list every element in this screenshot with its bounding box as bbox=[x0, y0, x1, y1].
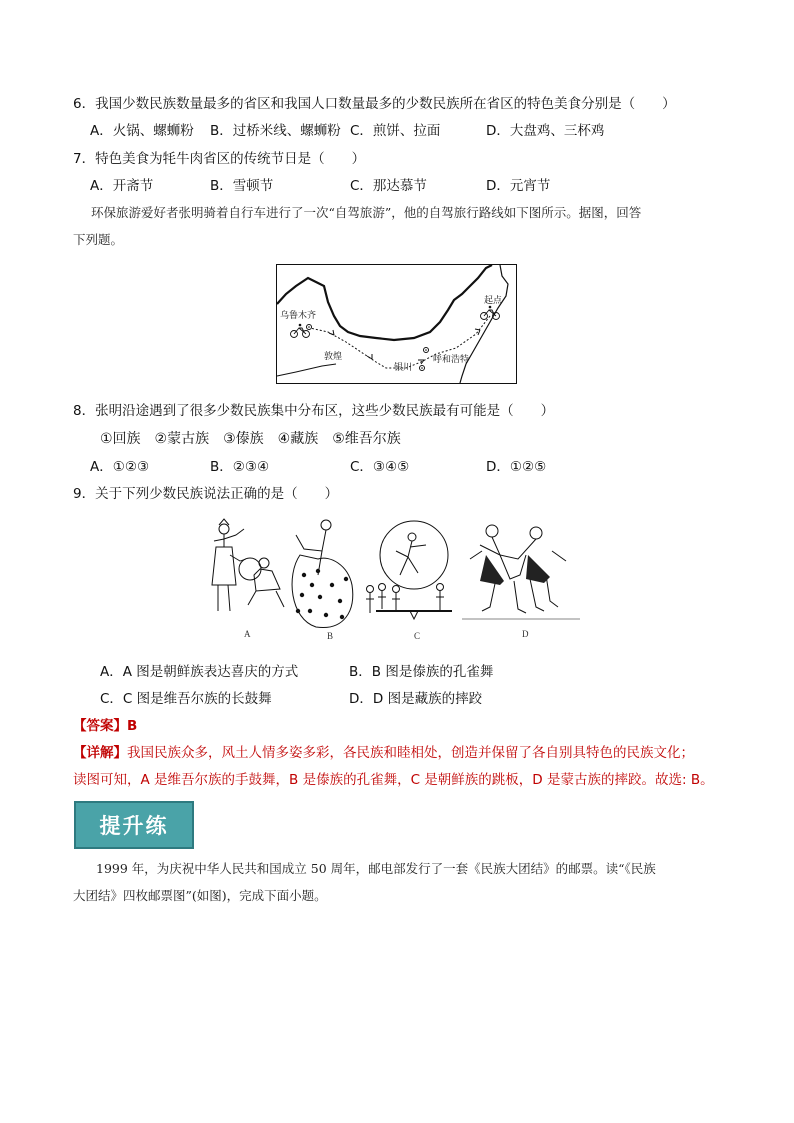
figure-label-d: D bbox=[522, 629, 529, 639]
q8-stem: 8．张明沿途遇到了很多少数民族集中分布区，这些少数民族最有可能是（ ） bbox=[73, 403, 555, 419]
explanation-line2: 读图可知，A 是维吾尔族的手鼓舞，B 是傣族的孔雀舞，C 是朝鲜族的跳板，D 是蒙古族的摔跤。故选: B。 bbox=[73, 772, 714, 788]
label-urumqi: 乌鲁木齐 bbox=[280, 311, 317, 321]
passage2-line1: 1999 年，为庆祝中华人民共和国成立 50 周年，邮电部发行了一套《民族大团结》的邮票。读“《民族 bbox=[96, 861, 656, 876]
q7-option-b[interactable]: B．雪顿节 bbox=[210, 178, 274, 194]
ethnic-dance-figures bbox=[200, 515, 590, 645]
q6-option-d[interactable]: D．大盘鸡、三杯鸡 bbox=[486, 123, 605, 139]
q7-option-c[interactable]: C．那达慕节 bbox=[350, 178, 427, 194]
q6-option-b[interactable]: B．过桥米线、螺蛳粉 bbox=[210, 123, 341, 139]
passage1-line1: 环保旅游爱好者张明骑着自行车进行了一次“自驾旅游”，他的自驾旅行路线如下图所示。据图，回答 bbox=[91, 205, 642, 220]
label-hohhot: 呼和浩特 bbox=[433, 355, 470, 365]
q7-option-a[interactable]: A．开斋节 bbox=[90, 178, 154, 194]
answer-label: 【答案】 bbox=[73, 718, 127, 734]
q8-option-c[interactable]: C．③④⑤ bbox=[350, 459, 410, 475]
figure-label-c: C bbox=[414, 631, 421, 641]
figure-a-hand-drum-dance bbox=[212, 519, 284, 611]
section-title: 提升练 bbox=[99, 814, 169, 838]
explanation-line1: 我国民族众多，风土人情多姿多彩，各民族和睦相处，创造并保留了各自别具特色的民族文化； bbox=[127, 745, 694, 761]
q6-option-a[interactable]: A．火锅、螺蛳粉 bbox=[90, 123, 194, 139]
q9-option-b[interactable]: B．B 图是傣族的孔雀舞 bbox=[349, 664, 494, 680]
q7-stem: 7．特色美食为牦牛肉省区的传统节日是（ ） bbox=[73, 151, 366, 167]
q8-option-b[interactable]: B．②③④ bbox=[210, 459, 270, 475]
q8-option-d[interactable]: D．①②⑤ bbox=[486, 459, 547, 475]
q8-option-a[interactable]: A．①②③ bbox=[90, 459, 150, 475]
passage1-line2: 下列题。 bbox=[73, 232, 124, 247]
explanation-label: 【详解】 bbox=[73, 745, 127, 761]
q9-option-c[interactable]: C．C 图是维吾尔族的长鼓舞 bbox=[100, 691, 272, 707]
q8-items: ①回族 ②蒙古族 ③傣族 ④藏族 ⑤维吾尔族 bbox=[100, 431, 401, 447]
figure-label-a: A bbox=[244, 629, 251, 639]
explanation-row bbox=[73, 744, 694, 762]
q6-option-c[interactable]: C．煎饼、拉面 bbox=[350, 123, 441, 139]
label-yinchuan: 银川 bbox=[394, 363, 413, 373]
section-header bbox=[74, 801, 194, 849]
figure-b-peacock-dance bbox=[292, 520, 353, 628]
answer-row bbox=[73, 717, 137, 735]
figure-c-seesaw-jump bbox=[366, 521, 452, 619]
figure-d-wrestling bbox=[462, 525, 580, 619]
answer-value: B bbox=[127, 718, 138, 734]
passage2-line2: 大团结》四枚邮票图”(如图)，完成下面小题。 bbox=[73, 888, 327, 903]
q9-option-a[interactable]: A．A 图是朝鲜族表达喜庆的方式 bbox=[100, 664, 299, 680]
label-start: 起点 bbox=[484, 296, 503, 306]
q9-stem: 9．关于下列少数民族说法正确的是（ ） bbox=[73, 486, 339, 502]
q9-option-d[interactable]: D．D 图是藏族的摔跤 bbox=[349, 691, 483, 707]
q6-stem: 6．我国少数民族数量最多的省区和我国人口数量最多的少数民族所在省区的特色美食分别是（ ） bbox=[73, 96, 676, 112]
route-map bbox=[276, 264, 517, 384]
q7-option-d[interactable]: D．元宵节 bbox=[486, 178, 551, 194]
figure-label-b: B bbox=[327, 631, 334, 641]
label-dunhuang: 敦煌 bbox=[324, 352, 343, 362]
